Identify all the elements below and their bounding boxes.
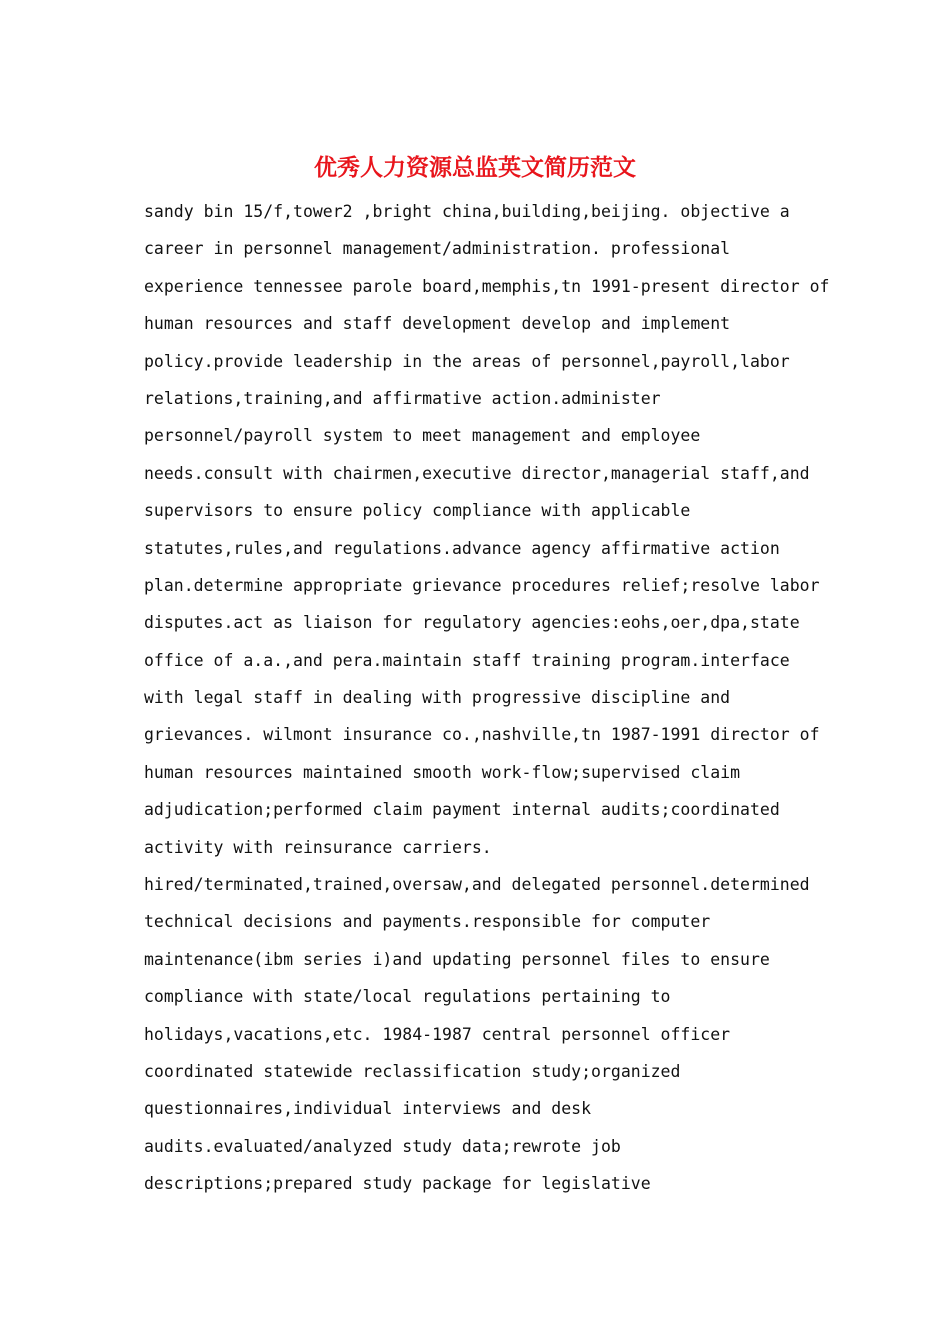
body-text-line: disputes.act as liaison for regulatory agencies:eohs,oer,dpa,state (144, 613, 800, 633)
body-text-line: grievances. wilmont insurance co.,nashville,tn 1987-1991 director of (144, 725, 820, 745)
body-text-line: experience tennessee parole board,memphis,tn 1991-present director of (144, 276, 830, 296)
body-text-line: personnel/payroll system to meet management and employee (144, 426, 701, 446)
body-text-line: coordinated statewide reclassification study;organized (144, 1061, 681, 1081)
body-text-line: human resources maintained smooth work-flow;supervised claim (144, 762, 741, 782)
body-text-line: descriptions;prepared study package for legislative (144, 1174, 651, 1194)
body-text-line: with legal staff in dealing with progressive discipline and (144, 688, 731, 708)
body-text-line: technical decisions and payments.responsible for computer (144, 912, 711, 932)
body-text-line: questionnaires,individual interviews and desk (144, 1099, 592, 1119)
body-text-line: adjudication;performed claim payment internal audits;coordinated (144, 800, 780, 820)
document-title: 优秀人力资源总监英文简历范文 (314, 154, 636, 181)
body-text-line: career in personnel management/administration. professional (144, 239, 731, 259)
body-text-line: hired/terminated,trained,oversaw,and delegated personnel.determined (144, 875, 810, 895)
body-text-line: maintenance(ibm series i)and updating personnel files to ensure (144, 949, 770, 969)
body-text-line: relations,training,and affirmative action.administer (144, 388, 661, 408)
body-text-line: policy.provide leadership in the areas of personnel,payroll,labor (144, 351, 790, 371)
body-text-line: human resources and staff development develop and implement (144, 314, 731, 334)
document-body (144, 193, 830, 1203)
body-text-line: activity with reinsurance carriers. (144, 837, 492, 857)
body-text-line: sandy bin 15/f,tower2 ,bright china,building,beijing. objective a (144, 202, 790, 221)
body-text-line: statutes,rules,and regulations.advance agency affirmative action (144, 538, 780, 558)
body-text-line: office of a.a.,and pera.maintain staff training program.interface (144, 650, 790, 670)
body-text-line: plan.determine appropriate grievance procedures relief;resolve labor (144, 575, 820, 595)
body-text-line: holidays,vacations,etc. 1984-1987 central personnel officer (144, 1024, 731, 1044)
body-text-line: supervisors to ensure policy compliance with applicable (144, 501, 691, 521)
body-text-line: audits.evaluated/analyzed study data;rewrote job (144, 1136, 621, 1156)
body-text-line: needs.consult with chairmen,executive director,managerial staff,and (144, 463, 810, 483)
body-text-line: compliance with state/local regulations pertaining to (144, 987, 671, 1007)
